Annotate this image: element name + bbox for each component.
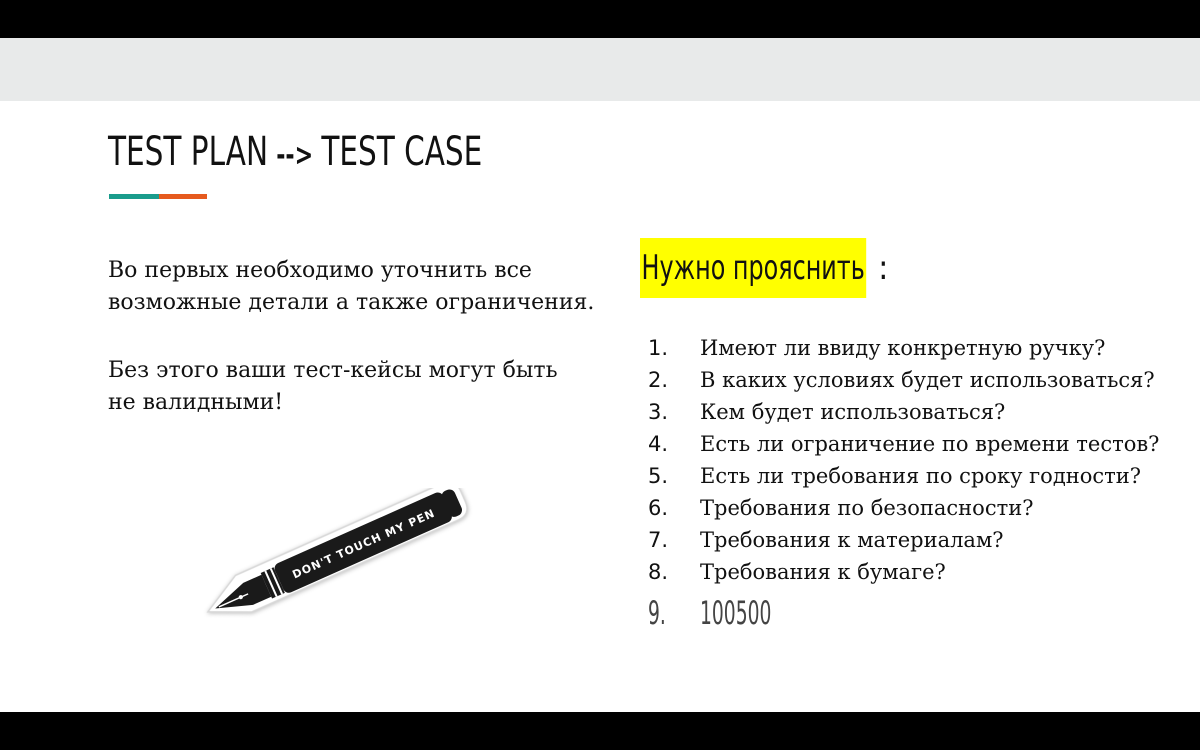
slide-title [108,128,482,180]
list-item-number: 5. [648,464,669,488]
slide [0,38,1200,712]
warning-paragraph-line: Без этого ваши тест-кейсы могут быть [108,358,558,383]
title-underline-teal [109,194,159,199]
list-item-text: Требования к материалам? [700,528,1004,552]
list-item-number: 3. [648,400,669,424]
clarify-heading [640,238,888,298]
title-underline-orange [159,194,207,199]
list-item-text: Кем будет использоваться? [700,400,1006,424]
slide-title-separator: --> [276,138,314,173]
title-underline [109,194,207,199]
slide-title-right: TEST CASE [321,129,483,175]
list-item-number: 2. [648,368,669,392]
list-item-text: Есть ли требования по сроку годности? [700,464,1142,488]
list-item-text: Есть ли ограничение по времени тестов? [700,432,1160,456]
intro-paragraph-line: Во первых необходимо уточнить все [108,258,532,283]
slide-header-band [0,38,1200,101]
warning-paragraph [108,355,608,419]
slide-title-left: TEST PLAN [108,129,269,175]
clarify-heading-highlight: Нужно прояснить [640,238,866,298]
intro-paragraph [108,255,608,319]
list-item-number: 1. [648,336,669,360]
list-item-text: 100500 [700,594,772,632]
fountain-pen-sticker-icon [190,488,480,618]
list-item-number: 6. [648,496,669,520]
list-item-text: Требования по безопасности? [700,496,1034,520]
list-item-number: 7. [648,528,669,552]
list-item-text: Имеют ли ввиду конкретную ручку? [700,336,1106,360]
clarify-heading-colon: : [878,248,889,288]
list-item-text: Требования к бумаге? [700,560,946,584]
list-item-number: 4. [648,432,669,456]
list-item-number: 8. [648,560,669,584]
intro-paragraph-line: возможные детали а также ограничения. [108,290,595,315]
sticker-text: DON'T TOUCH MY PEN [290,506,438,582]
warning-paragraph-line: не валидными! [108,390,284,415]
bottom-letterbox-bar [0,712,1200,750]
list-item-text: В каких условиях будет использоваться? [700,368,1155,392]
list-item-number: 9. [648,594,666,632]
